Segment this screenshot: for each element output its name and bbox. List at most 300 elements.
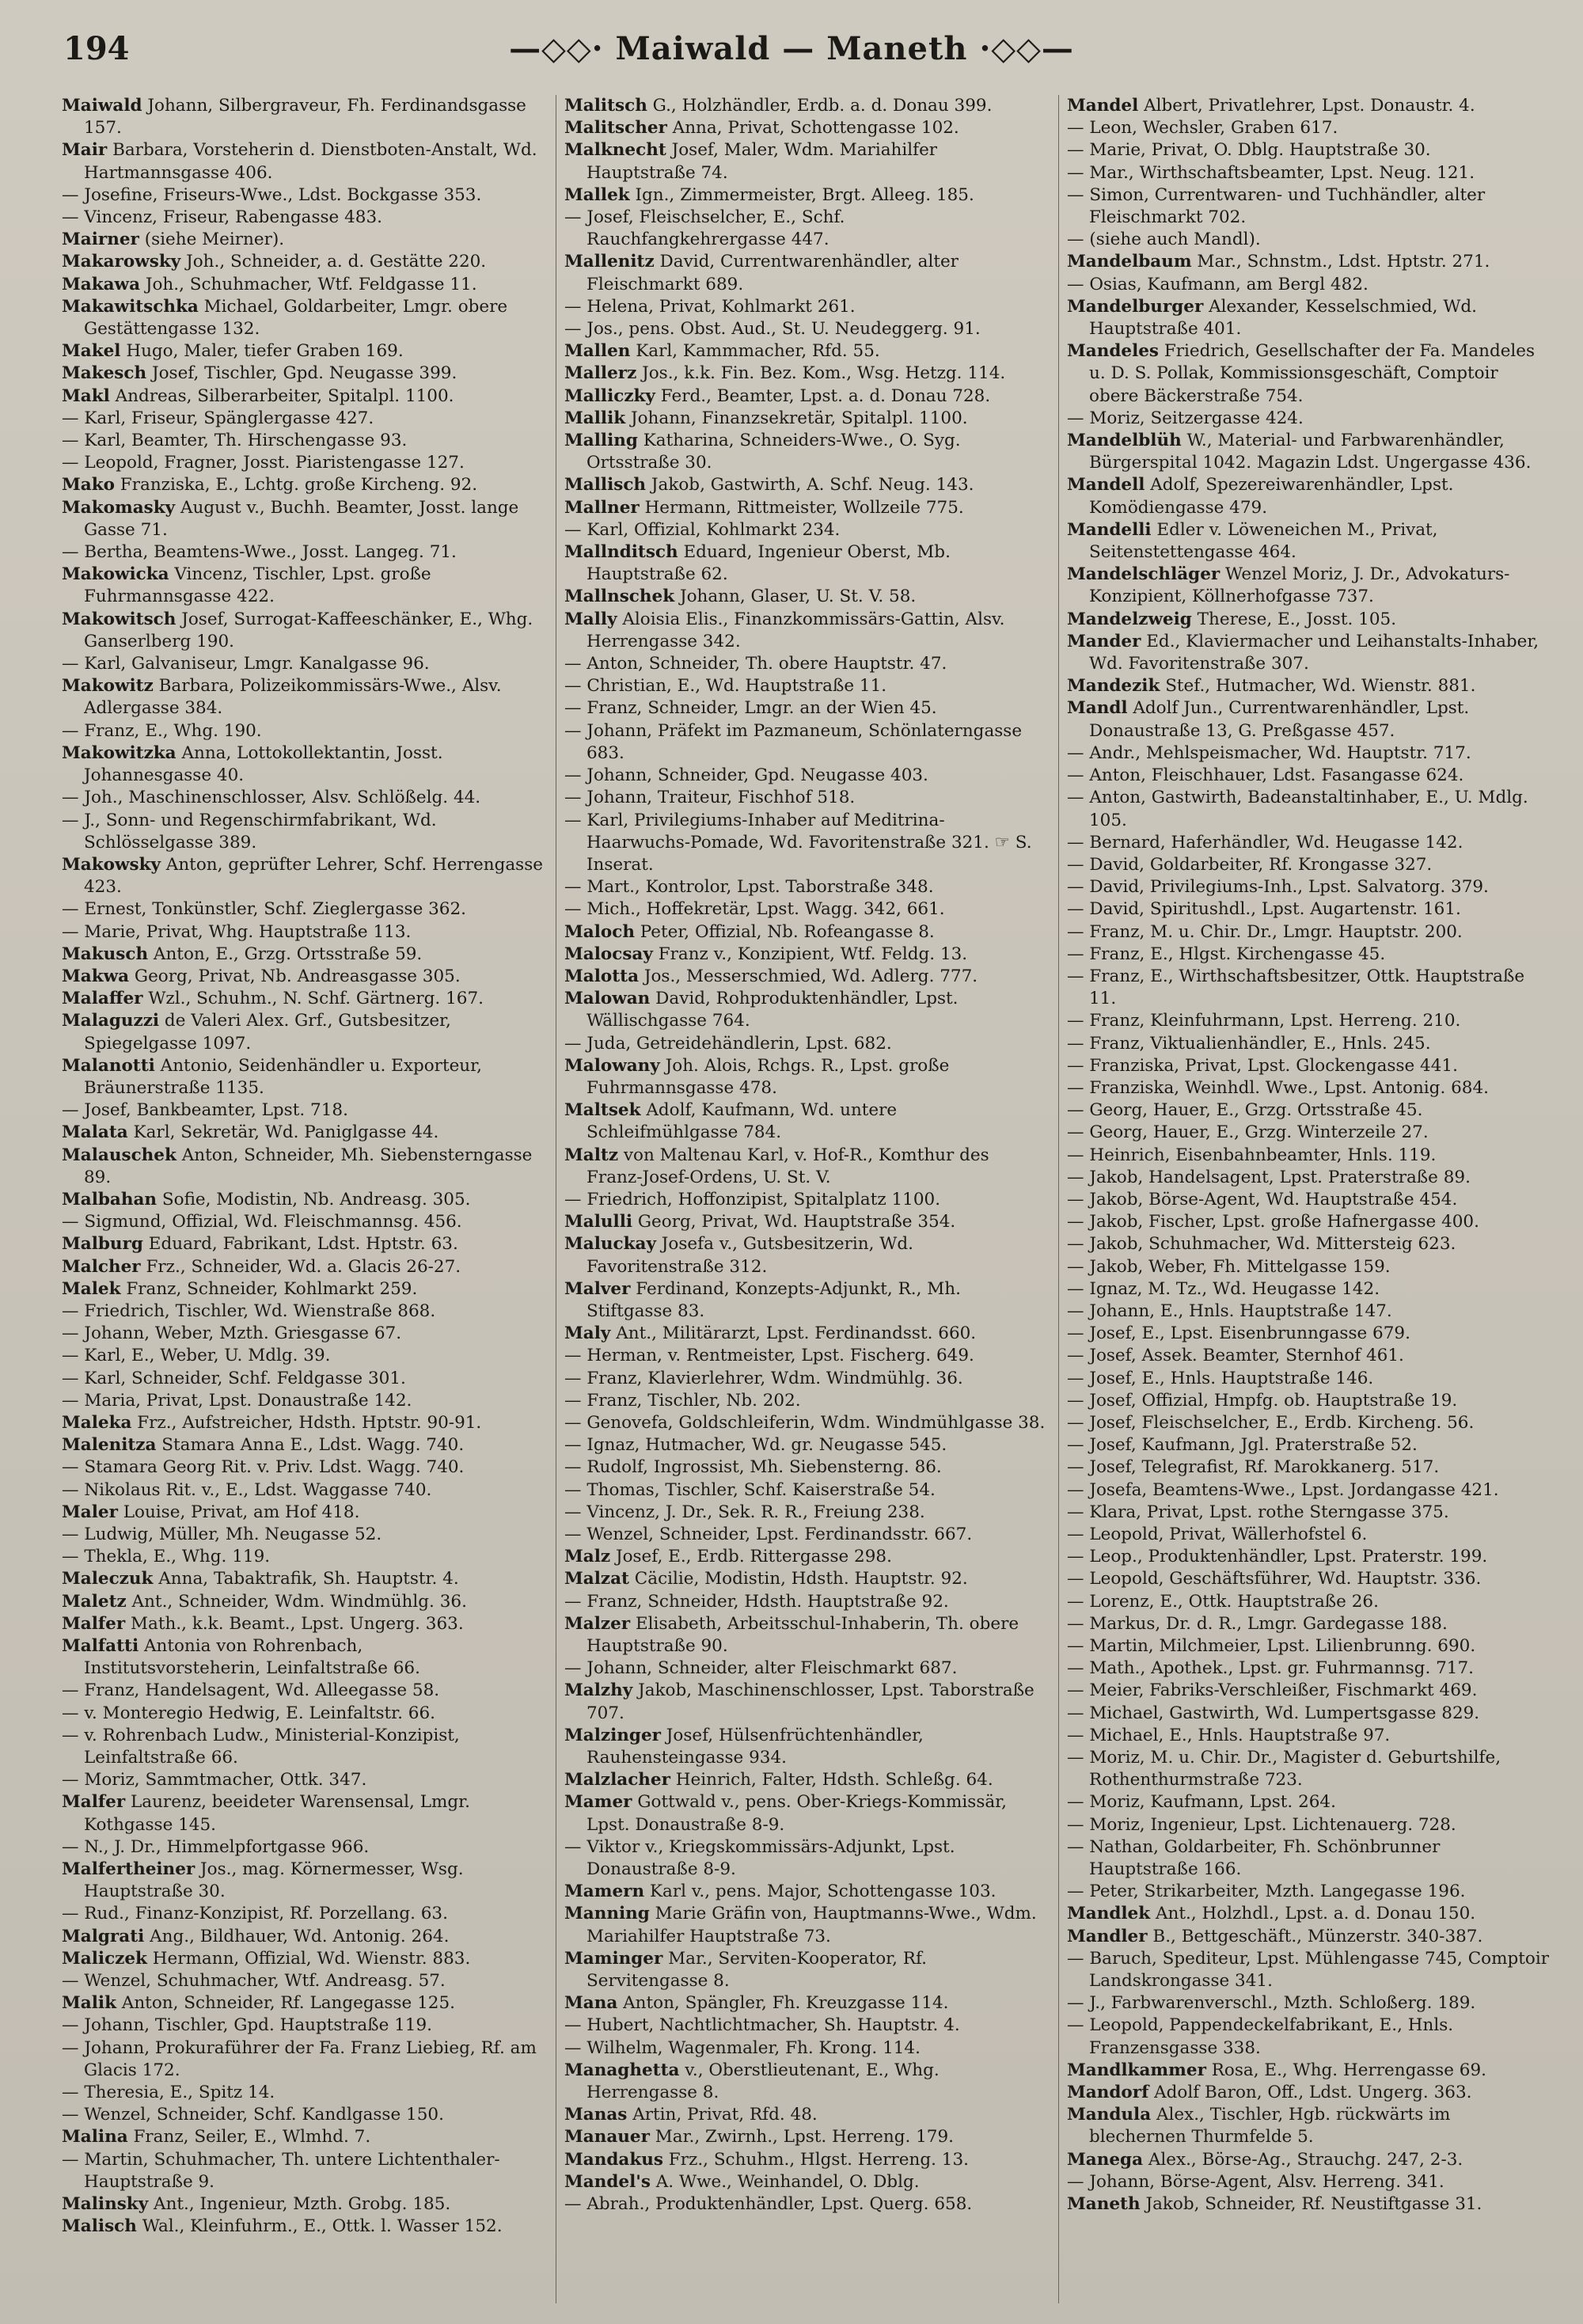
directory-entry	[1067, 1145, 1550, 1167]
directory-entry	[62, 1635, 545, 1680]
entry-details: — Johann, E., Hnls. Hauptstraße 147.	[1067, 1301, 1392, 1321]
entry-details: — Anton, Fleischhauer, Ldst. Fasangasse 624.	[1067, 765, 1464, 786]
entry-details: — Ignaz, Hutmacher, Wd. gr. Neugasse 545.	[564, 1435, 947, 1456]
entry-surname: Malowany	[564, 1055, 660, 1076]
directory-entry	[62, 1546, 545, 1568]
entry-details: — Franz, Schneider, Lmgr. an der Wien 45.	[564, 698, 937, 719]
entry-details: Heinrich, Falter, Hdsth. Schleßg. 64.	[670, 1770, 993, 1790]
entry-details: — Georg, Hauer, E., Grzg. Ortsstraße 45.	[1067, 1100, 1423, 1121]
directory-entry	[62, 1836, 545, 1859]
entry-details: Anna, Lottokollektantin, Josst. Johannesgasse 40.	[84, 742, 443, 786]
entry-surname: Maiwald	[62, 96, 142, 116]
directory-entry	[564, 586, 1047, 608]
entry-surname: Makawa	[62, 274, 140, 294]
directory-entry	[62, 2082, 545, 2104]
entry-details: — Markus, Dr. d. R., Lmgr. Gardegasse 188.	[1067, 1613, 1448, 1634]
entry-details: Mar., Zwirnh., Lpst. Herreng. 179.	[649, 2127, 954, 2147]
entry-details: August v., Buchh. Beamter, Josst. lange Gasse 71.	[84, 497, 519, 540]
directory-entry	[1067, 251, 1550, 273]
directory-entry	[564, 1099, 1047, 1144]
entry-details: Adolf, Kaufmann, Wd. untere Schleifmühlgasse 784.	[587, 1100, 898, 1143]
entry-surname: Malzlacher	[564, 1770, 670, 1790]
entry-surname: Malauschek	[62, 1145, 177, 1165]
entry-details: — David, Privilegiums-Inh., Lpst. Salvatorg. 379.	[1067, 877, 1489, 898]
entry-details: — Anton, Gastwirth, Badeanstaltinhaber, E., U. Mdlg. 105.	[1067, 788, 1528, 830]
directory-entry	[1067, 2149, 1550, 2171]
directory-entry	[1067, 1122, 1550, 1144]
entry-details: Frz., Schneider, Wd. a. Glacis 26-27.	[140, 1256, 461, 1277]
directory-entry	[564, 609, 1047, 653]
directory-entry	[62, 1010, 545, 1054]
entry-details: Johann, Glaser, U. St. V. 58.	[674, 587, 917, 607]
entry-surname: Makomasky	[62, 497, 176, 518]
directory-entry	[62, 2193, 545, 2216]
directory-entry	[564, 139, 1047, 184]
entry-surname: Malocsay	[564, 944, 653, 964]
entry-details: — Leop., Produktenhändler, Lpst. Praterstr. 199.	[1067, 1547, 1488, 1567]
directory-entry	[62, 1099, 545, 1122]
directory-entry	[62, 184, 545, 207]
directory-entry	[1067, 519, 1550, 564]
entry-surname: Maleka	[62, 1412, 132, 1433]
entry-details: — Rudolf, Ingrossist, Mh. Siebensterng. 86.	[564, 1457, 942, 1478]
entry-surname: Maltz	[564, 1145, 619, 1165]
directory-entry	[564, 2104, 1047, 2126]
directory-entry	[1067, 898, 1550, 921]
entry-details: Stamara Anna E., Ldst. Wagg. 740.	[156, 1435, 465, 1456]
directory-entry	[62, 898, 545, 921]
entry-details: — Karl, Friseur, Spänglergasse 427.	[62, 408, 374, 428]
entry-details: — (siehe auch Mandl).	[1067, 230, 1261, 250]
entry-details: (siehe Meirner).	[139, 230, 285, 250]
entry-details: Laurenz, beeideter Warensensal, Lmgr. Kothgasse 145.	[84, 1792, 470, 1835]
entry-surname: Malowan	[564, 989, 651, 1009]
entry-details: — Franz, Schneider, Hdsth. Hauptstraße 92.	[564, 1591, 949, 1612]
entry-details: — Josef, Offizial, Hmpfg. ob. Hauptstraße 19.	[1067, 1390, 1458, 1411]
entry-details: Wzl., Schuhm., N. Schf. Gärtnerg. 167.	[142, 989, 484, 1009]
entry-surname: Malaffer	[62, 989, 143, 1009]
directory-entry	[1067, 1456, 1550, 1479]
directory-entry	[1067, 274, 1550, 296]
directory-entry	[62, 564, 545, 608]
directory-entry	[564, 408, 1047, 430]
entry-details: Wal., Kleinfuhrm., E., Ottk. l. Wasser 152.	[136, 2216, 503, 2237]
directory-entry	[1067, 1033, 1550, 1055]
entry-details: — Leon, Wechsler, Graben 617.	[1067, 118, 1338, 139]
entry-surname: Mana	[564, 1993, 618, 2014]
entry-details: — Josef, Fleischselcher, E., Erdb. Kircheng. 56.	[1067, 1412, 1475, 1433]
directory-entry	[62, 988, 545, 1010]
entry-details: — Andr., Mehlspeismacher, Wd. Hauptstr. 717.	[1067, 742, 1471, 763]
entry-surname: Malliczky	[564, 385, 655, 406]
directory-entry	[1067, 854, 1550, 876]
entry-surname: Makl	[62, 385, 110, 406]
entry-details: — Rud., Finanz-Konzipist, Rf. Porzellang. 63.	[62, 1904, 448, 1924]
entry-surname: Malulli	[564, 1212, 633, 1232]
directory-entry	[62, 653, 545, 675]
directory-entry	[1067, 139, 1550, 161]
entry-details: Anna, Privat, Schottengasse 102.	[666, 118, 959, 139]
entry-details: David, Currentwarenhändler, alter Fleischmarkt 689.	[587, 252, 959, 294]
directory-entry	[62, 2216, 545, 2238]
entry-details: — Franz, E., Wirthschaftsbesitzer, Ottk. Hauptstraße 11.	[1067, 966, 1525, 1009]
directory-entry	[62, 1859, 545, 1903]
entry-details: Alexander, Kesselschmied, Wd. Hauptstraße 401.	[1089, 296, 1478, 340]
entry-details: Antonio, Seidenhändler u. Exporteur, Bräunerstraße 1135.	[84, 1055, 482, 1098]
entry-details: — Stamara Georg Rit. v. Priv. Ldst. Wagg. 740.	[62, 1457, 465, 1478]
directory-entry	[62, 1434, 545, 1456]
directory-entry	[1067, 1256, 1550, 1278]
entry-surname: Malitscher	[564, 118, 667, 139]
directory-entry	[62, 2149, 545, 2193]
entry-details: — Jos., pens. Obst. Aud., St. U. Neudeggerg. 91.	[564, 319, 981, 340]
entry-surname: Makowsky	[62, 854, 161, 875]
directory-entry	[564, 1568, 1047, 1590]
directory-entry	[1067, 1390, 1550, 1412]
directory-entry	[1067, 1524, 1550, 1546]
entry-details: Ferdinand, Konzepts-Adjunkt, R., Mh. Stiftgasse 83.	[587, 1278, 961, 1321]
entry-details: — Josef, Telegrafist, Rf. Marokkanerg. 517.	[1067, 1457, 1440, 1478]
directory-entry	[1067, 966, 1550, 1010]
directory-entry	[1067, 1189, 1550, 1211]
directory-entry	[564, 251, 1047, 295]
entry-details: Ant., Schneider, Wdm. Windmühlg. 36.	[126, 1591, 467, 1612]
entry-details: — Josef, E., Lpst. Eisenbrunngasse 679.	[1067, 1323, 1410, 1344]
directory-entry	[564, 1992, 1047, 2015]
entry-details: Alex., Tischler, Hgb. rückwärts im blechernen Thurmfelde 5.	[1089, 2105, 1451, 2147]
entry-details: Josef, Maler, Wdm. Mariahilfer Hauptstraße 74.	[587, 140, 938, 183]
directory-entry	[564, 497, 1047, 519]
directory-entry	[1067, 1926, 1550, 1948]
entry-details: Johann, Finanzsekretär, Spitalpl. 1100.	[625, 408, 968, 428]
entry-details: — Christian, E., Wd. Hauptstraße 11.	[564, 676, 887, 697]
entry-details: — Franziska, Privat, Lpst. Glockengasse 441.	[1067, 1055, 1458, 1076]
directory-entry	[62, 363, 545, 385]
entry-details: Adolf Jun., Currentwarenhändler, Lpst. Donaustraße 13, G. Preßgasse 457.	[1089, 698, 1470, 741]
entry-details: — Mart., Kontrolor, Lpst. Taborstraße 348.	[564, 877, 934, 898]
directory-entry	[1067, 787, 1550, 831]
entry-surname: Malina	[62, 2127, 128, 2147]
directory-entry	[1067, 1747, 1550, 1791]
entry-details: — Franz, Klavierlehrer, Wdm. Windmühlg. 36.	[564, 1368, 963, 1388]
directory-entry	[1067, 675, 1550, 697]
entry-details: Marie Gräfin von, Hauptmanns-Wwe., Wdm. Mariahilfer Hauptstraße 73.	[587, 1904, 1037, 1946]
directory-entry	[564, 541, 1047, 586]
directory-entry	[62, 810, 545, 854]
entry-details: — Franz, E., Hlgst. Kirchengasse 45.	[1067, 944, 1386, 964]
directory-entry	[1067, 1233, 1550, 1255]
directory-entry	[564, 519, 1047, 541]
entry-details: Karl, Sekretär, Wd. Paniglgasse 44.	[127, 1122, 439, 1143]
entry-surname: Mandlek	[1067, 1904, 1151, 1924]
entry-details: — Herman, v. Rentmeister, Lpst. Fischerg. 649.	[564, 1346, 974, 1366]
directory-entry	[1067, 1055, 1550, 1077]
directory-entry	[62, 1791, 545, 1836]
directory-entry	[1067, 162, 1550, 184]
entry-details: Jos., mag. Körnermesser, Wsg. Hauptstraße 30.	[84, 1859, 464, 1902]
entry-details: — Franz, E., Whg. 190.	[62, 720, 262, 741]
directory-entry	[1067, 921, 1550, 944]
directory-entry	[62, 1479, 545, 1502]
entry-details: Mar., Serviten-Kooperator, Rf. Servitengasse 8.	[587, 1948, 927, 1992]
entry-details: — J., Sonn- und Regenschirmfabrikant, Wd. Schlösselgasse 389.	[62, 810, 437, 853]
entry-details: — Ludwig, Müller, Mh. Neugasse 52.	[62, 1525, 382, 1544]
entry-details: Math., k.k. Beamt., Lpst. Ungerg. 363.	[125, 1613, 464, 1634]
directory-entry	[62, 1211, 545, 1233]
directory-entry	[1067, 1725, 1550, 1747]
directory-entry	[564, 1546, 1047, 1568]
directory-entry	[1067, 1703, 1550, 1725]
entry-details: Sofie, Modistin, Nb. Andreasg. 305.	[157, 1189, 471, 1209]
directory-entry	[564, 2171, 1047, 2193]
entry-details: Josef, Tischler, Gpd. Neugasse 399.	[146, 363, 457, 384]
entry-details: Frz., Schuhm., Hlgst. Herreng. 13.	[662, 2149, 969, 2170]
entry-surname: Mamern	[564, 1882, 645, 1902]
entry-details: de Valeri Alex. Grf., Gutsbesitzer, Spiegelgasse 1097.	[84, 1011, 451, 1054]
entry-details: Cäcilie, Modistin, Hdsth. Hauptstr. 92.	[628, 1569, 968, 1589]
entry-details: Peter, Offizial, Nb. Rofeangasse 8.	[634, 921, 935, 942]
entry-details: — Wenzel, Schneider, Schf. Kandlgasse 150.	[62, 2105, 444, 2125]
directory-entry	[1067, 296, 1550, 340]
entry-details: — Johann, Weber, Mzth. Griesgasse 67.	[62, 1323, 402, 1344]
directory-entry	[564, 944, 1047, 966]
directory-entry	[62, 742, 545, 787]
directory-entry	[564, 1145, 1047, 1189]
directory-entry	[1067, 1301, 1550, 1323]
directory-entry	[1067, 117, 1550, 139]
directory-entry	[62, 1524, 545, 1546]
entry-details: — Jakob, Schuhmacher, Wd. Mittersteig 623.	[1067, 1234, 1456, 1255]
directory-entry	[564, 988, 1047, 1032]
directory-entry	[1067, 609, 1550, 631]
entry-details: — Nikolaus Rit. v., E., Ldst. Waggasse 740.	[62, 1479, 432, 1500]
entry-details: — David, Goldarbeiter, Rf. Krongasse 327.	[1067, 854, 1433, 875]
entry-details: Edler v. Löweneichen M., Privat, Seitenstettengasse 464.	[1089, 519, 1438, 563]
entry-details: — Franz, Handelsagent, Wd. Alleegasse 58.	[62, 1680, 440, 1701]
directory-entry	[564, 1368, 1047, 1390]
directory-entry	[564, 340, 1047, 363]
directory-entry	[1067, 944, 1550, 966]
entry-details: Eduard, Ingenieur Oberst, Mb. Hauptstraße 62.	[587, 542, 951, 585]
directory-entry	[564, 966, 1047, 988]
directory-entry	[1067, 765, 1550, 787]
entry-details: — David, Spiritushdl., Lpst. Augartenstr. 161.	[1067, 899, 1461, 920]
entry-details: Gottwald v., pens. Ober-Kriegs-Kommissär, Lpst. Donaustraße 8-9.	[587, 1792, 1007, 1835]
entry-details: — Juda, Getreidehändlerin, Lpst. 682.	[564, 1033, 892, 1054]
entry-details: — Hubert, Nachtlichtmacher, Sh. Hauptstr. 4.	[564, 2015, 960, 2036]
entry-details: — Marie, Privat, O. Dblg. Hauptstraße 30.	[1067, 140, 1431, 161]
entry-surname: Maletz	[62, 1591, 127, 1612]
entry-surname: Makel	[62, 341, 121, 362]
directory-entry	[1067, 95, 1550, 117]
entry-details: Adolf, Spezereiwarenhändler, Lpst. Komödiengasse 479.	[1089, 475, 1454, 518]
entry-surname: Maliczek	[62, 1948, 147, 1969]
directory-entry	[1067, 1077, 1550, 1099]
entry-surname: Malzhy	[564, 1680, 633, 1701]
entry-details: — Ignaz, M. Tz., Wd. Heugasse 142.	[1067, 1278, 1380, 1299]
directory-entry	[1067, 229, 1550, 251]
entry-surname: Mallik	[564, 408, 626, 428]
entry-details: — Moriz, Sammtmacher, Ottk. 347.	[62, 1770, 367, 1790]
entry-surname: Maminger	[564, 1948, 663, 1969]
directory-entry	[1067, 1546, 1550, 1568]
directory-entry	[1067, 742, 1550, 765]
directory-entry	[564, 1903, 1047, 1947]
entry-details: v., Oberstlieutenant, E., Whg. Herrengasse 8.	[587, 2060, 940, 2103]
entry-details: Mar., Schnstm., Ldst. Hptstr. 271.	[1191, 252, 1490, 272]
entry-details: — Vincenz, Friseur, Rabengasse 483.	[62, 207, 382, 228]
entry-details: Jos., Messerschmied, Wd. Adlerg. 777.	[639, 966, 978, 986]
entry-surname: Mallner	[564, 497, 640, 518]
entry-details: — Johann, Schneider, Gpd. Neugasse 403.	[564, 765, 928, 786]
directory-entry	[62, 1680, 545, 1702]
entry-surname: Malcher	[62, 1256, 141, 1277]
directory-entry	[564, 1881, 1047, 1903]
directory-entry	[564, 810, 1047, 877]
directory-entry	[1067, 1211, 1550, 1233]
entry-details: — Johann, Schneider, alter Fleischmarkt 687.	[564, 1658, 958, 1679]
entry-details: Louise, Privat, am Hof 418.	[117, 1502, 360, 1522]
directory-entry	[564, 1791, 1047, 1836]
directory-entry	[62, 1122, 545, 1144]
entry-surname: Malzer	[564, 1613, 631, 1634]
entry-details: — Genovefa, Goldschleiferin, Wdm. Windmühlgasse 38.	[564, 1412, 1046, 1433]
directory-entry	[62, 1591, 545, 1613]
entry-surname: Mair	[62, 140, 108, 161]
entry-details: Franz, Seiler, E., Wlmhd. 7.	[127, 2127, 371, 2147]
entry-details: Anna, Tabaktrafik, Sh. Hauptstr. 4.	[153, 1569, 459, 1589]
directory-entry	[62, 1189, 545, 1211]
entry-details: W., Material- und Farbwarenhändler, Bürgerspital 1042. Magazin Ldst. Ungergasse 436.	[1089, 431, 1532, 473]
entry-details: — Thekla, E., Whg. 119.	[62, 1547, 271, 1567]
directory-entry	[1067, 1345, 1550, 1367]
directory-entry	[62, 452, 545, 474]
entry-details: Therese, E., Josst. 105.	[1191, 609, 1397, 629]
entry-surname: Malfer	[62, 1613, 126, 1634]
entry-surname: Mandelburger	[1067, 296, 1204, 317]
directory-entry	[62, 385, 545, 408]
entry-details: — Meier, Fabriks-Verschleißer, Fischmarkt 469.	[1067, 1680, 1478, 1701]
entry-surname: Manega	[1067, 2149, 1144, 2170]
entry-details: — Moriz, Ingenieur, Lpst. Lichtenauerg. 728.	[1067, 1814, 1456, 1835]
entry-details: — Wenzel, Schneider, Lpst. Ferdinandsstr. 667.	[564, 1525, 973, 1544]
directory-entry	[62, 1368, 545, 1390]
directory-entry	[1067, 474, 1550, 518]
entry-details: — Math., Apothek., Lpst. gr. Fuhrmannsg. 717.	[1067, 1658, 1474, 1679]
directory-entry	[1067, 430, 1550, 474]
running-head: —◇◇· Maiwald — Maneth ·◇◇—	[509, 30, 1074, 67]
entry-surname: Malzinger	[564, 1725, 661, 1745]
entry-details: Anton, E., Grzg. Ortsstraße 59.	[148, 944, 423, 964]
entry-surname: Makusch	[62, 944, 149, 964]
entry-details: Karl v., pens. Major, Schottengasse 103.	[644, 1882, 996, 1902]
entry-details: — Michael, E., Hnls. Hauptstraße 97.	[1067, 1725, 1391, 1745]
directory-entry	[62, 1256, 545, 1278]
directory-entry	[564, 1613, 1047, 1658]
directory-entry	[564, 1233, 1047, 1278]
entry-details: — Helena, Privat, Kohlmarkt 261.	[564, 296, 856, 317]
entry-details: — Maria, Privat, Lpst. Donaustraße 142.	[62, 1390, 412, 1411]
directory-entry	[1067, 1434, 1550, 1456]
directory-entry	[62, 1948, 545, 1970]
entry-details: — Johann, Traiteur, Fischhof 518.	[564, 788, 856, 808]
directory-entry	[564, 385, 1047, 408]
directory-entry	[564, 787, 1047, 809]
entry-surname: Malisch	[62, 2216, 137, 2237]
directory-entry	[62, 1345, 545, 1367]
entry-details: — Franziska, Weinhdl. Wwe., Lpst. Antonig. 684.	[1067, 1077, 1489, 1098]
entry-details: Joh. Alois, Rchgs. R., Lpst. große Fuhrmannsgasse 478.	[587, 1055, 950, 1098]
entry-surname: Mallek	[564, 184, 630, 205]
page-header	[63, 30, 1520, 85]
directory-entry	[564, 1658, 1047, 1680]
directory-entry	[62, 854, 545, 898]
directory-entry	[564, 117, 1047, 139]
directory-entry	[564, 1502, 1047, 1524]
directory-entry	[62, 2015, 545, 2037]
entry-surname: Maneth	[1067, 2194, 1141, 2215]
entry-surname: Mandler	[1067, 1926, 1148, 1946]
directory-entry	[62, 1412, 545, 1434]
entry-surname: Managhetta	[564, 2060, 680, 2080]
directory-entry	[62, 139, 545, 184]
entry-details: — v. Rohrenbach Ludw., Ministerial-Konzipist, Leinfaltstraße 66.	[62, 1725, 460, 1768]
directory-entry	[564, 1725, 1047, 1769]
entry-details: Franziska, E., Lchtg. große Kircheng. 92.	[114, 475, 478, 496]
directory-entry	[564, 898, 1047, 921]
entry-details: — Karl, Privilegiums-Inhaber auf Meditrina-Haarwuchs-Pomade, Wd. Favoritenstraße 321. ☞ S. Inserat.	[564, 810, 1032, 875]
entry-surname: Maly	[564, 1323, 611, 1344]
entry-details: Michael, Goldarbeiter, Lmgr. obere Gestättengasse 132.	[84, 296, 508, 340]
entry-details: — Franz, Tischler, Nb. 202.	[564, 1390, 801, 1411]
entry-details: — Johann, Präfekt im Pazmaneum, Schönlaterngasse 683.	[564, 720, 1023, 763]
directory-entry	[62, 95, 545, 139]
entry-details: Barbara, Polizeikommissärs-Wwe., Alsv. Adlergasse 384.	[84, 676, 502, 719]
entry-details: Joh., Schuhmacher, Wtf. Feldgasse 11.	[140, 274, 477, 294]
entry-details: — Heinrich, Eisenbahnbeamter, Hnls. 119.	[1067, 1145, 1437, 1165]
entry-details: — Martin, Milchmeier, Lpst. Lilienbrunng. 690.	[1067, 1636, 1476, 1657]
entry-details: — Franz, Viktualienhändler, E., Hnls. 245.	[1067, 1033, 1431, 1054]
directory-entry	[1067, 2060, 1550, 2082]
directory-entry	[62, 2104, 545, 2126]
directory-entry	[1067, 1836, 1550, 1881]
entry-details: — Martin, Schuhmacher, Th. untere Lichtenthaler-Hauptstraße 9.	[62, 2149, 500, 2192]
entry-details: — Karl, Offizial, Kohlmarkt 234.	[564, 519, 841, 540]
entry-details: — Bertha, Beamtens-Wwe., Josst. Langeg. 71.	[62, 542, 457, 563]
entry-details: — Jakob, Weber, Fh. Mittelgasse 159.	[1067, 1256, 1391, 1277]
directory-entry	[1067, 1278, 1550, 1301]
directory-entry	[62, 1145, 545, 1189]
entry-details: — v. Monteregio Hedwig, E. Leinfaltstr. 66.	[62, 1703, 435, 1723]
directory-entry	[564, 1189, 1047, 1211]
directory-entry	[564, 2193, 1047, 2216]
directory-entry	[62, 251, 545, 273]
entry-surname: Mandelblüh	[1067, 431, 1182, 451]
directory-entry	[564, 296, 1047, 318]
entry-details: Josef, Surrogat-Kaffeeschänker, E., Whg. Ganserlberg 190.	[84, 609, 533, 651]
entry-details: — Peter, Strikarbeiter, Mzth. Langegasse 196.	[1067, 1882, 1466, 1902]
entry-surname: Makesch	[62, 363, 147, 384]
directory-entry	[564, 765, 1047, 787]
entry-details: A. Wwe., Weinhandel, O. Dblg.	[650, 2171, 920, 2192]
entry-details: Frz., Aufstreicher, Hdsth. Hptstr. 90-91.	[131, 1412, 482, 1433]
entry-surname: Malik	[62, 1993, 116, 2014]
entry-surname: Makowicka	[62, 564, 169, 585]
entry-surname: Mandula	[1067, 2105, 1152, 2125]
directory-entry	[564, 653, 1047, 675]
directory-entry	[1067, 1613, 1550, 1635]
directory-entry	[1067, 832, 1550, 854]
